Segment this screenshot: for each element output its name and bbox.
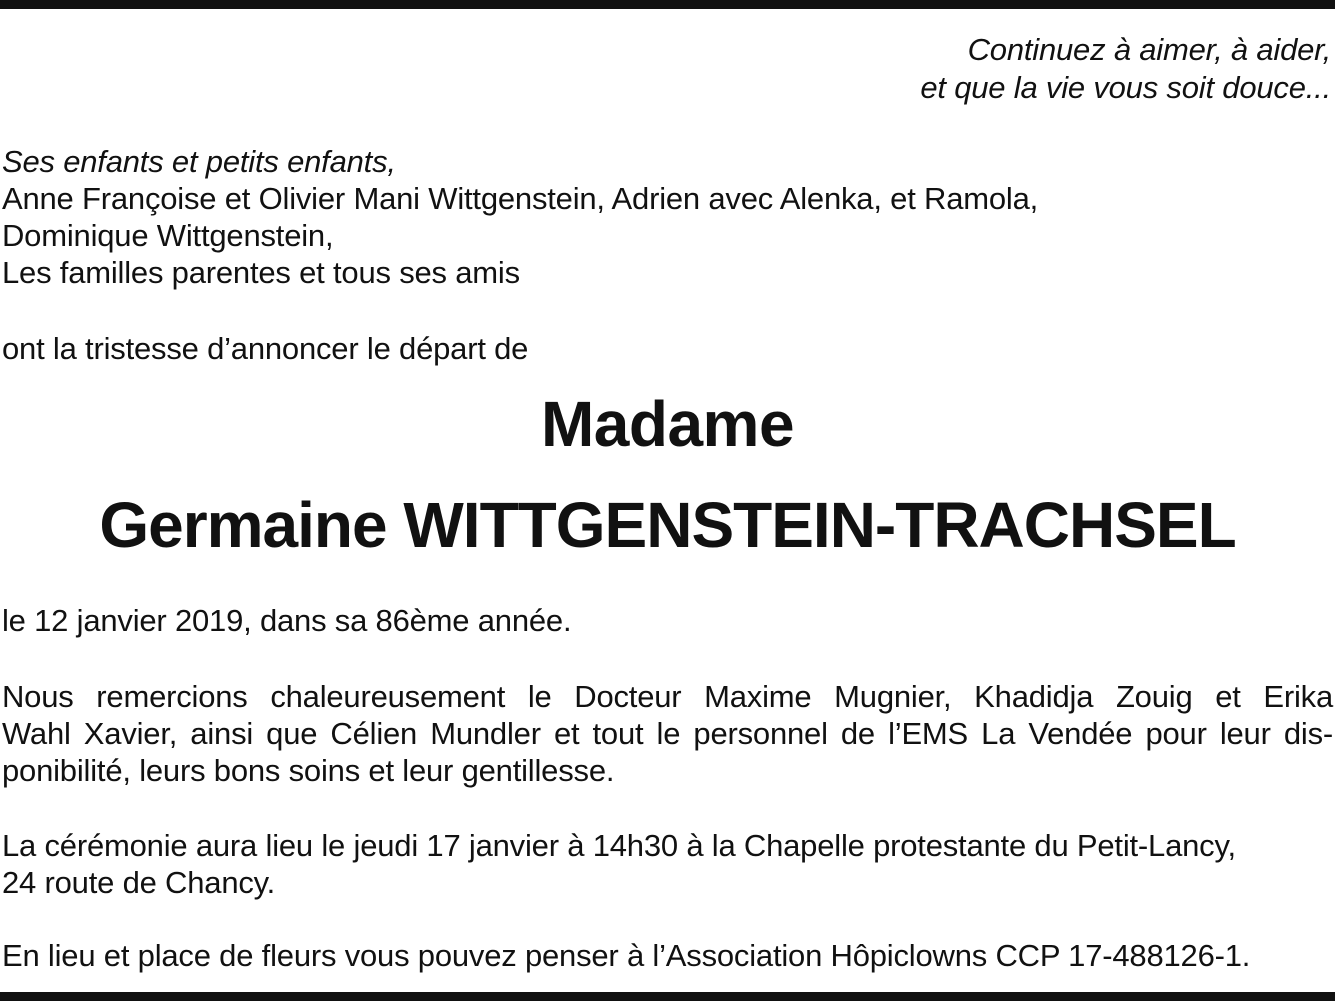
family-line-2: Dominique Wittgenstein,	[2, 218, 334, 253]
top-border-rule	[0, 0, 1335, 9]
family-intro: Ses enfants et petits enfants,	[2, 144, 396, 179]
thanks-line-3: ponibilité, leurs bons soins et leur gentillesse.	[2, 753, 615, 788]
ceremony-line-2: 24 route de Chancy.	[2, 865, 276, 900]
announcement-text: ont la tristesse d’annoncer le départ de	[2, 331, 529, 366]
family-line-3: Les familles parentes et tous ses amis	[2, 255, 520, 290]
thanks-line-1: Nous remercions chaleureusement le Docteur Maxime Mugnier, Khadidja Zouig et Erika	[2, 679, 1333, 714]
thanks-line-2: Wahl Xavier, ainsi que Célien Mundler et tout le personnel de l’EMS La Vendée pour leur dis-	[2, 716, 1333, 751]
deceased-name: Germaine WITTGENSTEIN-TRACHSEL	[99, 489, 1236, 561]
quote-line-2: et que la vie vous soit douce...	[920, 70, 1331, 105]
date-line: le 12 janvier 2019, dans sa 86ème année.	[2, 603, 572, 638]
family-line-1: Anne Françoise et Olivier Mani Wittgenstein, Adrien avec Alenka, et Ramola,	[2, 181, 1039, 216]
bottom-border-rule	[0, 992, 1335, 1001]
donation-line: En lieu et place de fleurs vous pouvez penser à l’Association Hôpiclowns CCP 17-488126-1.	[2, 938, 1251, 973]
quote-line-1: Continuez à aimer, à aider,	[967, 32, 1331, 67]
deceased-title: Madame	[540, 388, 795, 460]
ceremony-line-1: La cérémonie aura lieu le jeudi 17 janvier à 14h30 à la Chapelle protestante du Petit-Lancy,	[2, 828, 1236, 863]
